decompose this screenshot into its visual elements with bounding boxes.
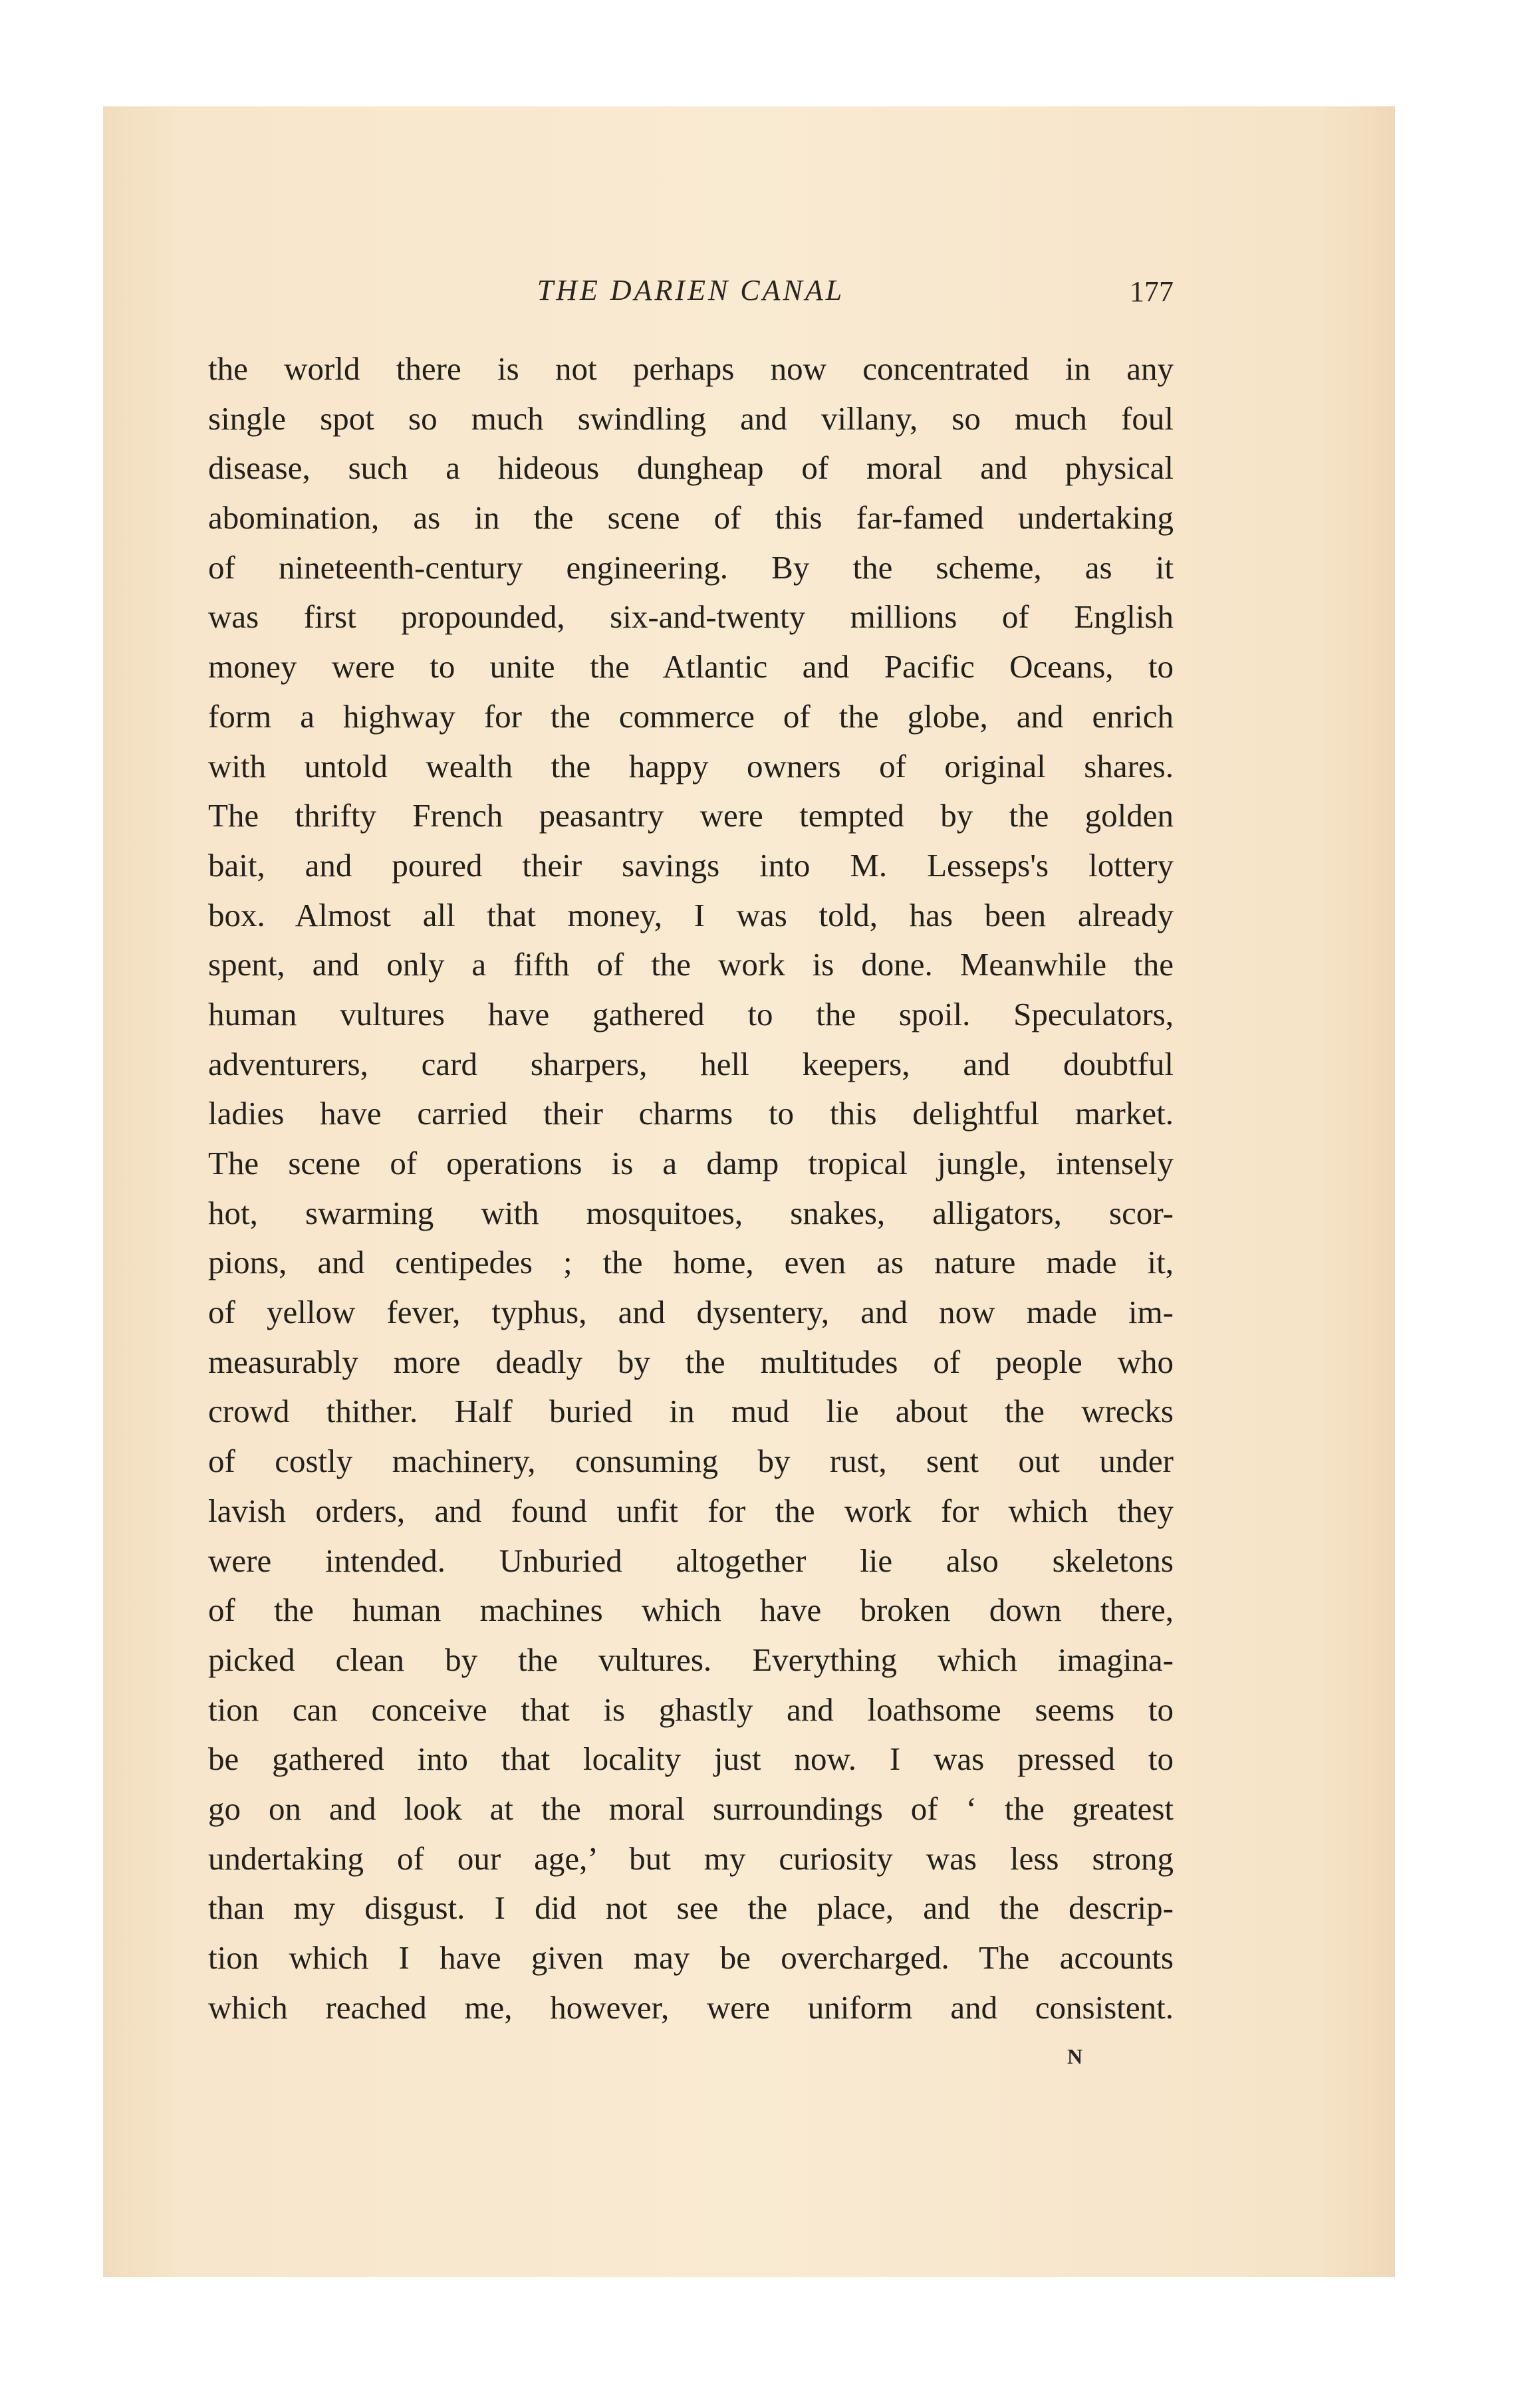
running-title: THE DARIEN CANAL <box>537 274 845 306</box>
text-line: be gathered into that locality just now. I was pressed to <box>208 1741 1174 1778</box>
text-line: ladies have carried their charms to this delightful market. <box>208 1095 1174 1132</box>
text-line: were intended. Unburied altogether lie also skeletons <box>208 1542 1174 1579</box>
text-line: lavish orders, and found unfit for the work for which they <box>208 1492 1174 1529</box>
text-line: than my disgust. I did not see the place, and the descrip- <box>208 1889 1174 1927</box>
text-line: of nineteenth-century engineering. By the scheme, as it <box>208 548 1174 586</box>
text-line: adventurers, card sharpers, hell keepers, and doubtful <box>208 1045 1174 1082</box>
text-line: picked clean by the vultures. Everything which imagina- <box>208 1641 1174 1678</box>
text-line: The thrifty French peasantry were tempted by the golden <box>208 797 1174 834</box>
text-line: The scene of operations is a damp tropical jungle, intensely <box>208 1145 1174 1181</box>
text-line: money were to unite the Atlantic and Pacific Oceans, to <box>208 648 1174 685</box>
text-line: spent, and only a fifth of the work is done. Meanwhile the <box>208 946 1174 983</box>
page-header <box>208 269 1174 316</box>
text-line: of yellow fever, typhus, and dysentery, and now made im- <box>208 1294 1174 1331</box>
text-line: of costly machinery, consuming by rust, sent out under <box>208 1443 1174 1480</box>
text-line: human vultures have gathered to the spoil. Speculators, <box>208 995 1174 1032</box>
signature-mark: N <box>1067 2044 1083 2068</box>
text-line: with untold wealth the happy owners of original shares. <box>208 747 1174 784</box>
text-line: undertaking of our age,’ but my curiosity was less strong <box>208 1840 1174 1877</box>
text-line: of the human machines which have broken down there, <box>208 1592 1174 1629</box>
text-line: pions, and centipedes ; the home, even as nature made it, <box>208 1244 1174 1281</box>
text-line: single spot so much swindling and villany, so much foul <box>208 400 1174 437</box>
text-line: crowd thither. Half buried in mud lie about the wrecks <box>208 1393 1174 1430</box>
text-line: tion can conceive that is ghastly and loathsome seems to <box>208 1691 1174 1728</box>
text-line: was first propounded, six-and-twenty millions of English <box>208 598 1174 636</box>
text-line: which reached me, however, were uniform and consistent. <box>208 1988 1174 2026</box>
text-line: go on and look at the moral surroundings of ‘ the greatest <box>208 1790 1174 1827</box>
text-line: bait, and poured their savings into M. Lesseps's lottery <box>208 846 1174 884</box>
text-line: the world there is not perhaps now concentrated in any <box>208 350 1174 387</box>
text-line: abomination, as in the scene of this far-famed undertaking <box>208 499 1174 537</box>
text-line: hot, swarming with mosquitoes, snakes, alligators, scor- <box>208 1194 1174 1231</box>
text-line: box. Almost all that money, I was told, has been already <box>208 896 1174 933</box>
body-text <box>208 344 1174 2032</box>
text-line: disease, such a hideous dungheap of moral and physical <box>208 449 1174 487</box>
text-line: form a highway for the commerce of the globe, and enrich <box>208 697 1174 735</box>
text-line: tion which I have given may be overcharged. The accounts <box>208 1939 1174 1976</box>
text-line: measurably more deadly by the multitudes of people who <box>208 1343 1174 1380</box>
page-number: 177 <box>1130 275 1174 308</box>
